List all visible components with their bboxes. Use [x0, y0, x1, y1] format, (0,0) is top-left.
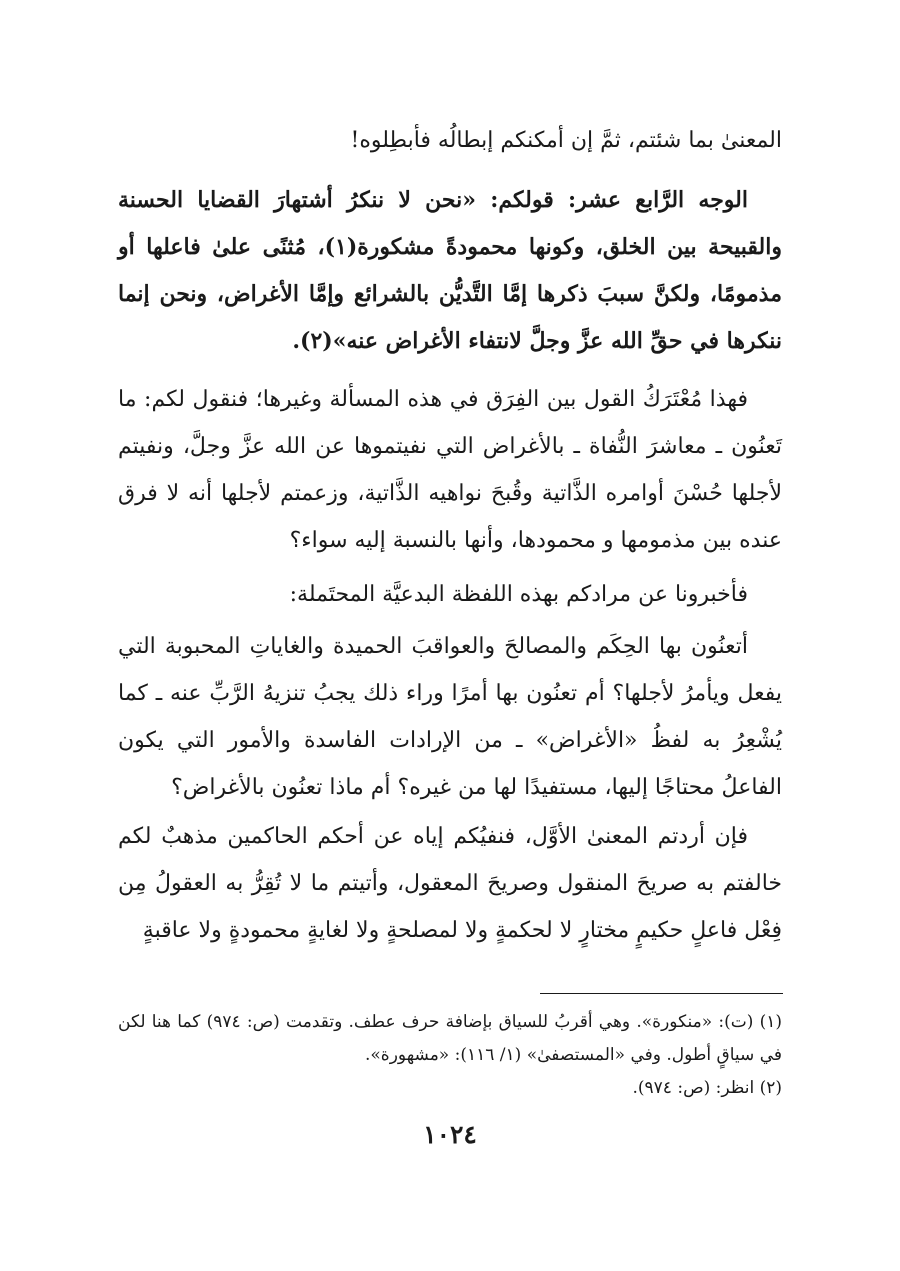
- paragraph-continuation: المعنىٰ بما شئتم، ثمَّ إن أمكنكم إبطالُه فأبطِلوه!: [350, 128, 782, 153]
- paragraph-question: فأخبرونا عن مرادكم بهذه اللفظة البدعيَّة المحتَملة:: [289, 582, 748, 607]
- paragraph-fourteenth-aspect: الوجه الرَّابع عشر: قولكم: «نحن لا ننكرُ أشتهارَ القضايا الحسنة والقبيحة بين الخلق، وكونها محمودةً مشكورة(١)، مُثنًى علىٰ فاعلها أو مذمومًا، ولكنَّ سببَ ذكرها إمَّا التَّديُّن بالشرائع وإمَّا الأغراض، ونحن إنما ننكرها في حقِّ الله عزَّ وجلَّ لانتفاء الأغراض عنه»(٢).: [118, 187, 782, 354]
- footnote-1: (١) (ت): «منكورة». وهي أقربُ للسياق بإضافة حرف عطف. وتقدمت (ص: ٩٧٤) كما هنا لكن في سياقٍ أطول. وفي «المستصفىٰ» (١/ ١١٦): «مشهورة».: [118, 1012, 782, 1065]
- footnote-divider: [540, 993, 783, 994]
- paragraph-meanings: أتعنُون بها الحِكَم والمصالحَ والعواقبَ الحميدة والغاياتِ المحبوبة التي يفعل ويأمرُ لأجلها؟ أم تعنُون بها أمرًا وراء ذلك يجبُ تنزيهُ الرَّبِّ عنه ـ كما يُشْعِرُ به لفظُ «الأغراض» ـ من الإرادات الفاسدة والأمور التي يكون الفاعلُ محتاجًا إليها، مستفيدًا لها من غيره؟ أم ماذا تعنُون بالأغراض؟: [118, 634, 782, 800]
- page-number: ١٠٢٤: [423, 1120, 477, 1149]
- paragraph-response: فهذا مُعْتَرَكُ القول بين الفِرَق في هذه المسألة وغيرها؛ فنقول لكم: ما تَعنُون ـ معاشرَ النُّفاة ـ بالأغراض التي نفيتموها عن الله عزَّ وجلَّ، ونفيتم لأجلها حُسْنَ أوامره الذَّاتية وقُبحَ نواهيه الذَّاتية، وزعمتم لأجلها أنه لا فرق عنده بين مذمومها و محمودها، وأنها بالنسبة إليه سواء؟: [118, 387, 782, 553]
- footnote-2: (٢) انظر: (ص: ٩٧٤).: [632, 1078, 782, 1098]
- paragraph-first-meaning: فإن أردتم المعنىٰ الأوَّل، فنفيُكم إياه عن أحكم الحاكمين مذهبٌ لكم خالفتم به صريحَ المنقول وصريحَ المعقول، وأتيتم ما لا تُقِرُّ به العقولُ مِن فِعْل فاعلٍ حكيمٍ مختارٍ لا لحكمةٍ ولا لمصلحةٍ ولا لغايةٍ محمودةٍ ولا عاقبةٍ: [118, 824, 782, 943]
